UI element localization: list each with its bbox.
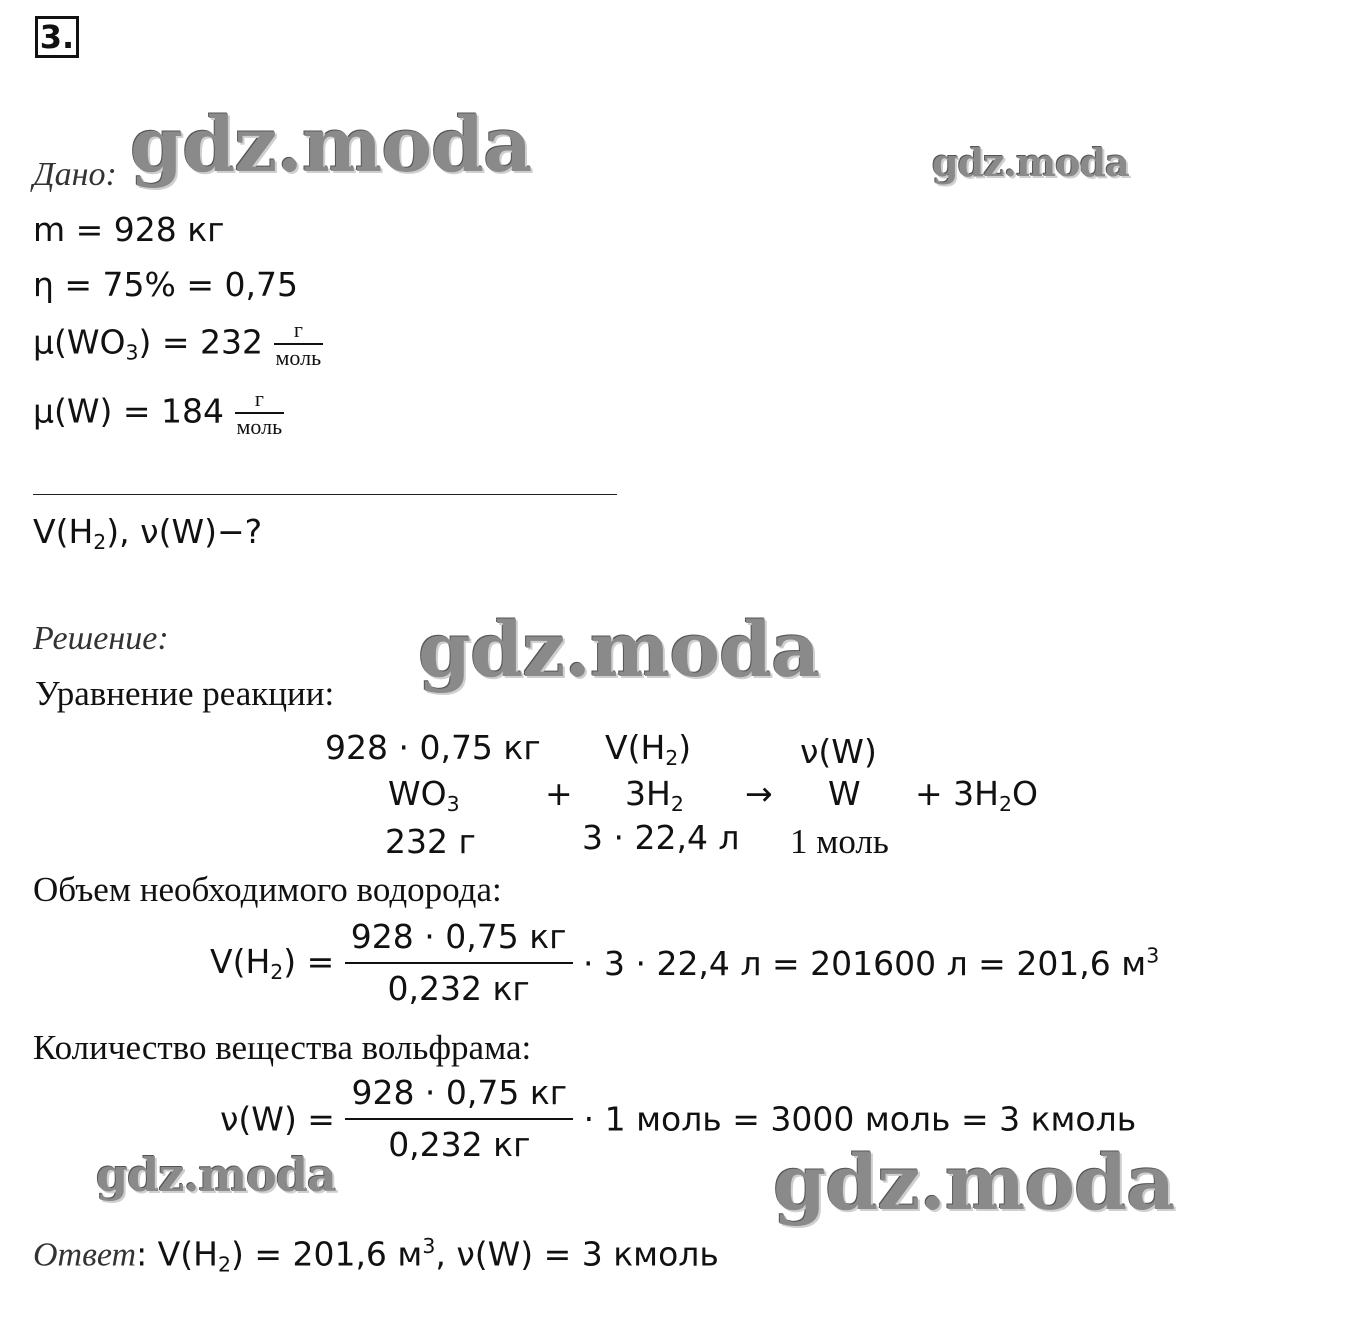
reaction-top-w: ν(W) xyxy=(800,732,877,771)
find-line: $V(H_2)$, ν(W)−? xyxy=(33,512,263,555)
given-molar-mass-w: μ(W) = 184 $\frac{г}{\text{моль}}$ xyxy=(33,386,283,439)
reaction-bottom-h2: 3 · 22,4 л xyxy=(582,818,740,857)
reaction-mid-h2: $3H_2$ xyxy=(625,774,684,817)
given-mass: m = 928 кг xyxy=(33,210,225,249)
volume-caption: Объем необходимого водорода: xyxy=(33,870,502,909)
problem-number: 3. xyxy=(35,16,79,58)
watermark-bottom-left: gdz.moda xyxy=(96,1148,336,1202)
answer-label: Ответ xyxy=(33,1236,137,1274)
answer-line: Ответ: $V(H_2) = 201,6$ $м^3$, ν(W) = 3 кмоль xyxy=(33,1234,719,1277)
volume-equation: $V(H_2)$ = $\frac{928 \cdot 0,75 кг}{0,232 кг}$ · 3 · 22,4 л = 201600 л = 201,6 $м^3$ xyxy=(210,917,1160,1008)
reaction-top-wo3: 928 · 0,75 кг xyxy=(325,728,541,767)
reaction-caption: Уравнение реакции: xyxy=(35,674,335,713)
given-label: Дано: xyxy=(33,156,117,193)
watermark-top-left: gdz.moda xyxy=(130,100,532,189)
given-divider xyxy=(33,494,617,495)
given-molar-mass-wo3: $\mu(WO_3) = 232$ $\frac{г}{\text{моль}}$ xyxy=(33,317,322,370)
solution-label: Решение: xyxy=(33,620,169,657)
reaction-bottom-wo3: 232 г xyxy=(385,822,476,861)
unit-fraction: $\frac{г}{\text{моль}}$ xyxy=(236,386,283,439)
watermark-top-right: gdz.moda xyxy=(932,140,1129,185)
amount-fraction: $\frac{928 \cdot 0,75 кг}{0,232 кг}$ xyxy=(345,1072,573,1166)
watermark-middle: gdz.moda xyxy=(418,605,820,694)
reaction-mid-water: + $3H_2O$ xyxy=(915,774,1038,817)
given-efficiency: η = 75% = 0,75 xyxy=(33,265,298,304)
unit-fraction: $\frac{г}{\text{моль}}$ xyxy=(275,317,322,370)
reaction-top-h2: $V(H_2)$ xyxy=(605,728,692,771)
volume-fraction: $\frac{928 \cdot 0,75 кг}{0,232 кг}$ xyxy=(345,916,573,1010)
reaction-mid-wo3: $WO_3$ xyxy=(388,774,460,817)
amount-caption: Количество вещества вольфрама: xyxy=(33,1028,532,1067)
watermark-bottom-right: gdz.moda xyxy=(773,1138,1175,1227)
reaction-plus: + xyxy=(545,774,573,813)
reaction-bottom-w: 1 моль xyxy=(790,822,889,861)
reaction-arrow: → xyxy=(745,774,773,813)
amount-equation: ν(W) = $\frac{928 \cdot 0,75 кг}{0,232 кг}$ · 1 моль = 3000 моль = 3 кмоль xyxy=(220,1073,1137,1164)
reaction-mid-w: W xyxy=(828,774,861,813)
